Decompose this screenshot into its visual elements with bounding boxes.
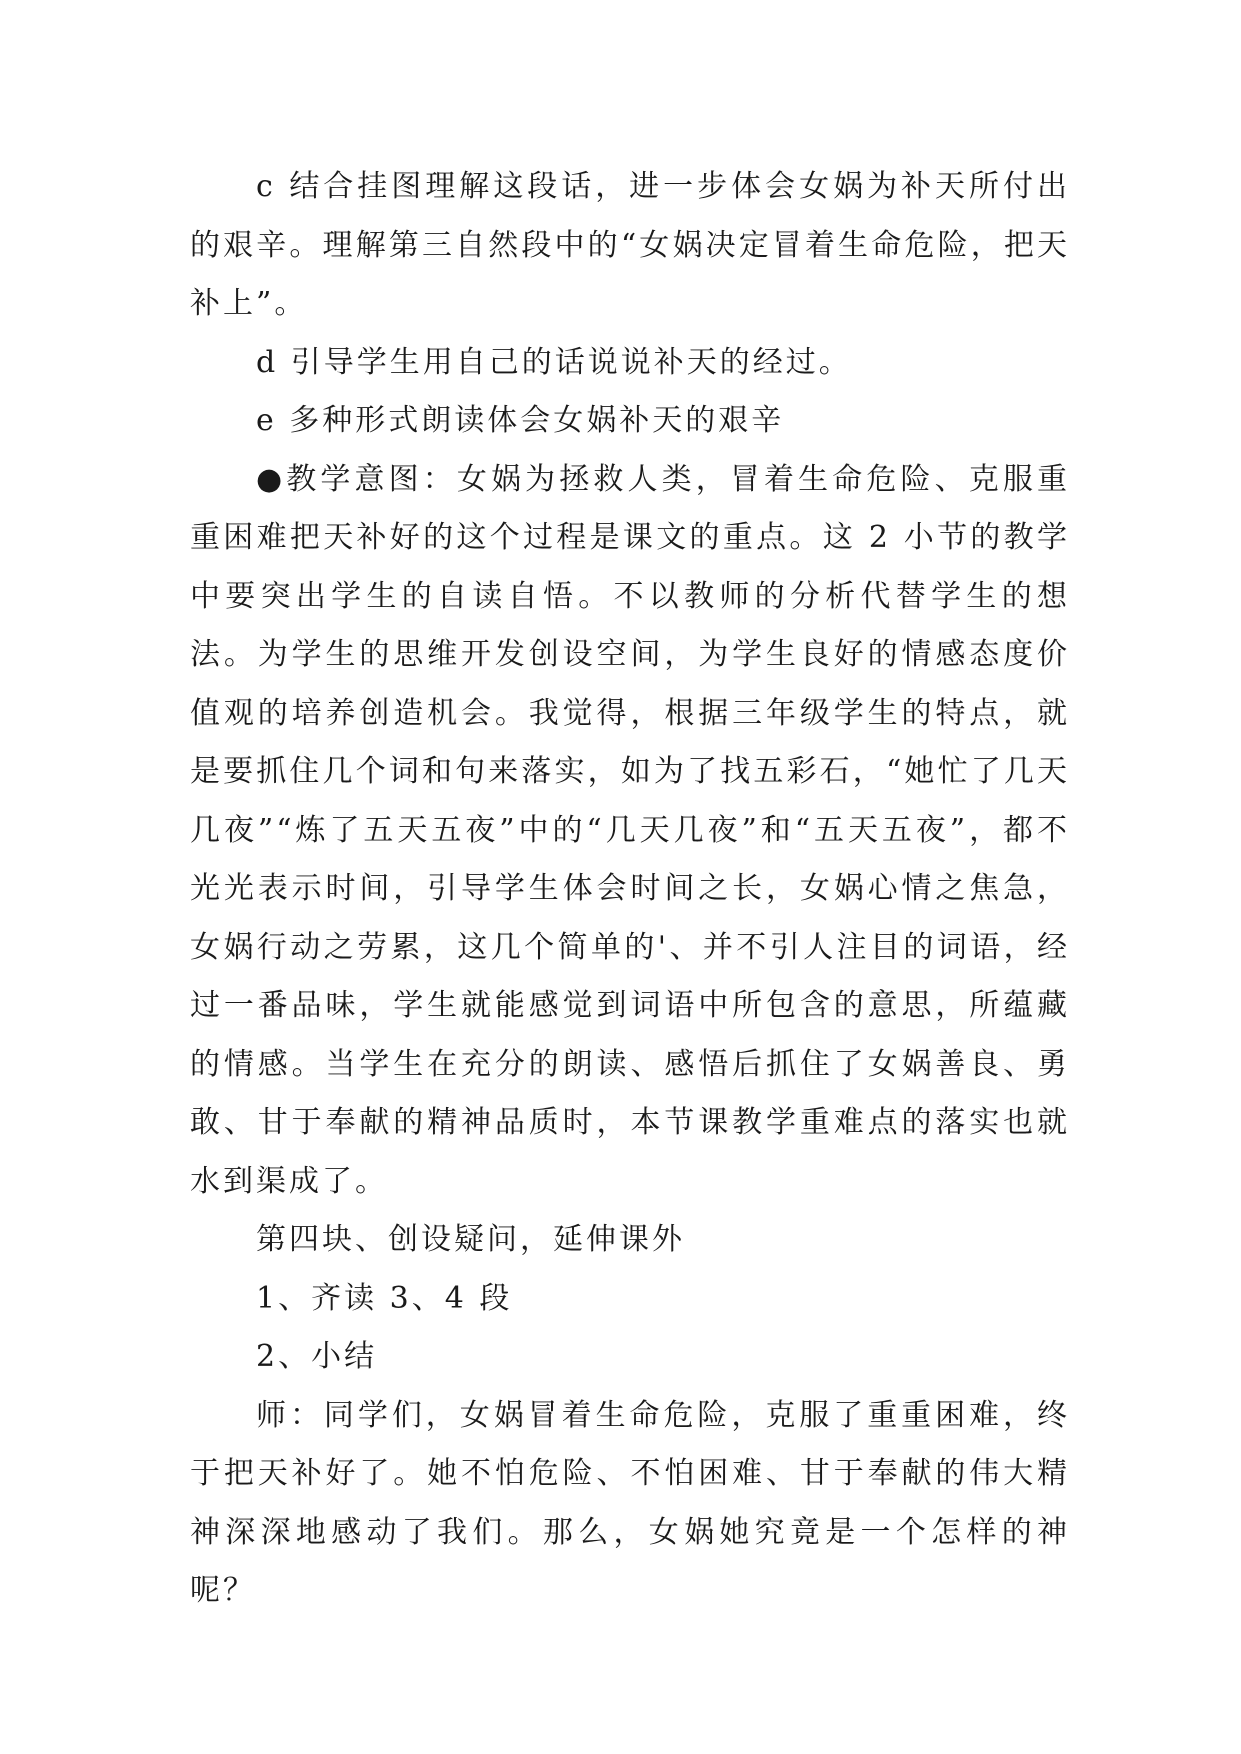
list-item-read-together: 1、齐读 3、4 段 — [256, 1280, 513, 1316]
list-item-summary: 2、小结 — [256, 1339, 378, 1374]
paragraph-step-e: e 多种形式朗读体会女娲补天的艰辛 — [256, 403, 785, 438]
document-body — [190, 158, 1070, 1621]
paragraph-step-d: d 引导学生用自己的话说说补天的经过。 — [256, 344, 852, 380]
section-heading-part-four: 第四块、创设疑问，延伸课外 — [256, 1222, 685, 1257]
paragraph-teaching-intent: ●教学意图：女娲为拯救人类，冒着生命危险、克服重重困难把天补好的这个过程是课文的重点。这 2 小节的教学中要突出学生的自读自悟。不以教师的分析代替学生的想法。为学生的思维开发创设空间，为学生良好的情感态度价值观的培养创造机会。我觉得，根据三年级学生的特点，就是要抓住几个词和句来落实，如为了找五彩石，“她忙了几天几夜”“炼了五天五夜”中的“几天几夜”和“五天五夜”，都不光光表示时间，引导学生体会时间之长，女娲心情之焦急，女娲行动之劳累，这几个简单的'、并不引人注目的词语，经过一番品味，学生就能感觉到词语中所包含的意思，所蕴藏的情感。当学生在充分的朗读、感悟后抓住了女娲善良、勇敢、甘于奉献的精神品质时，本节课教学重难点的落实也就水到渠成了。 — [190, 461, 1070, 1199]
paragraph-teacher-remarks: 师：同学们，女娲冒着生命危险，克服了重重困难，终于把天补好了。她不怕危险、不怕困难、甘于奉献的伟大精神深深地感动了我们。那么，女娲她究竟是一个怎样的神呢？ — [190, 1397, 1070, 1608]
paragraph-step-c: c 结合挂图理解这段话，进一步体会女娲为补天所付出的艰辛。理解第三自然段中的“女娲决定冒着生命危险，把天补上”。 — [190, 169, 1070, 321]
